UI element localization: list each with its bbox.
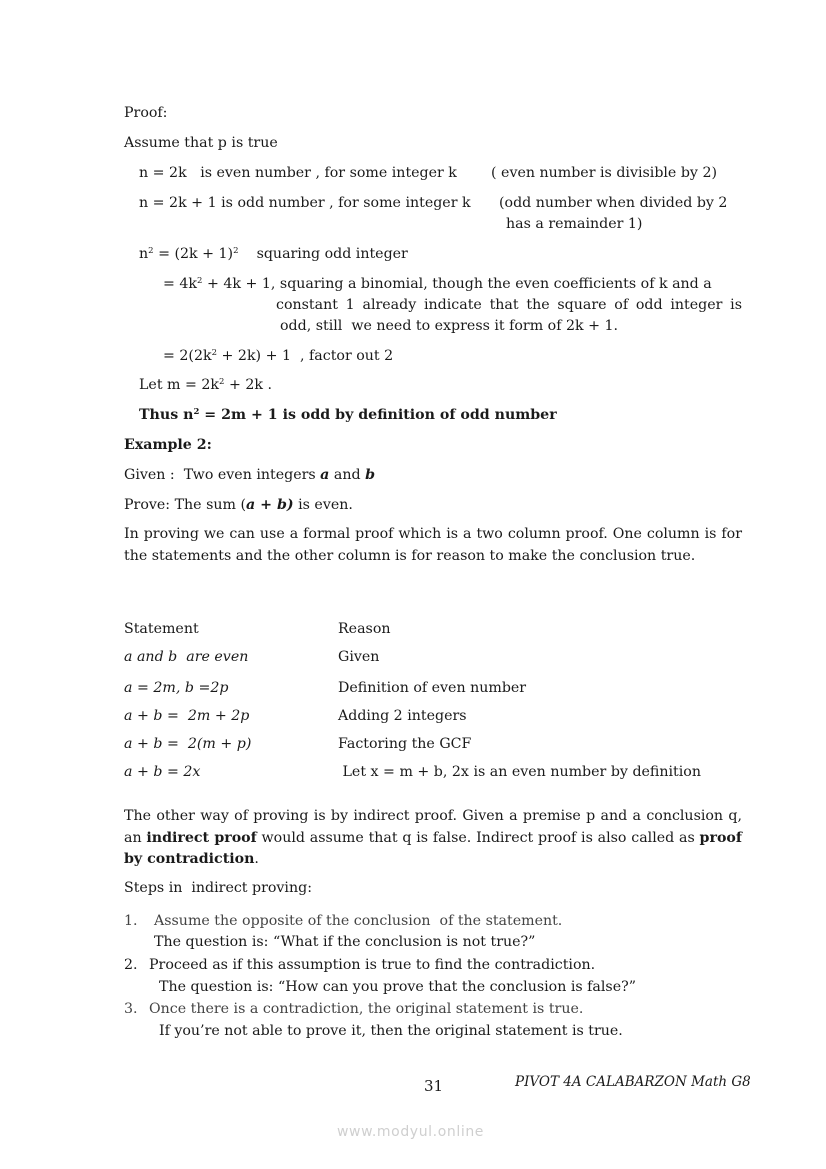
step-number: 2.: [124, 957, 138, 973]
step-text: Once there is a contradiction, the original statement is true.: [149, 1001, 584, 1017]
footer-title: PIVOT 4A CALABARZON Math G8: [515, 1074, 751, 1090]
factor-line: = $2(2k^2 + 2k) + 1$ , factor out 2: [163, 348, 394, 364]
let-m-line: Let $m = 2k^2 + 2k$ .: [139, 377, 272, 393]
step-number: 1.: [124, 913, 138, 929]
watermark: www.modyul.online: [337, 1124, 485, 1140]
step-subtext: The question is: “What if the conclusion is not true?”: [154, 934, 536, 950]
statement-cell: a = 2m, b =2p: [124, 680, 229, 696]
statement-cell: a + b = 2x: [124, 764, 201, 780]
assume-line: Assume that p is true: [124, 135, 278, 151]
proof-conclusion: Thus $n^2 = 2m + 1$ is odd by definition of odd number: [139, 407, 557, 423]
example-2-heading: Example 2:: [124, 437, 212, 453]
given-line: Given : Two even integers a and b: [124, 467, 375, 483]
statement-cell: a + b = 2(m + p): [124, 736, 252, 752]
expand-continuation-2: odd, still we need to express it form of 2k + 1.: [280, 318, 619, 334]
indirect-proof-paragraph: The other way of proving is by indirect proof. Given a premise p and a conclusion q, an indirect proof would assume that q is false. Indirect proof is also called as proof by contradiction.: [124, 808, 742, 867]
statement-header: Statement: [124, 621, 199, 637]
prove-line: Prove: The sum (a + b) is even.: [124, 497, 353, 513]
page-number: 31: [424, 1077, 444, 1095]
square-line: $n^2 = (2k + 1)^2$ squaring odd integer: [139, 246, 408, 262]
step-text: Assume the opposite of the conclusion of the statement.: [154, 913, 563, 929]
statement-cell: a and b are even: [124, 649, 249, 665]
reason-cell: Given: [338, 649, 380, 665]
reason-header: Reason: [338, 621, 391, 637]
odd-definition-reason-2: has a remainder 1): [506, 216, 643, 232]
expand-line: = $4k^2 + 4k + 1$, squaring a binomial, though the even coefficients of k and a: [163, 276, 712, 292]
steps-heading: Steps in indirect proving:: [124, 880, 312, 896]
even-definition-reason: ( even number is divisible by 2): [491, 165, 718, 181]
odd-definition-reason-1: (odd number when divided by 2: [499, 195, 728, 211]
proof-heading: Proof:: [124, 105, 168, 121]
statement-cell: a + b = 2m + 2p: [124, 708, 250, 724]
two-column-intro: In proving we can use a formal proof which is a two column proof. One column is for the statements and the other column is for reason to make the conclusion true.: [124, 526, 742, 564]
step-number: 3.: [124, 1001, 138, 1017]
expand-continuation-1: constant 1 already indicate that the square of odd integer is: [276, 297, 742, 313]
reason-cell: Factoring the GCF: [338, 736, 472, 752]
odd-definition-statement: n = 2k + 1 is odd number , for some integer k: [139, 195, 471, 211]
even-definition-statement: n = 2k is even number , for some integer k: [139, 165, 457, 181]
reason-cell: Definition of even number: [338, 680, 527, 696]
step-subtext: The question is: “How can you prove that the conclusion is false?”: [159, 979, 636, 995]
reason-cell: Adding 2 integers: [338, 708, 467, 724]
step-text: Proceed as if this assumption is true to find the contradiction.: [149, 957, 596, 973]
step-subtext: If you’re not able to prove it, then the original statement is true.: [159, 1023, 623, 1039]
reason-cell: Let x = m + b, 2x is an even number by definition: [338, 764, 701, 780]
